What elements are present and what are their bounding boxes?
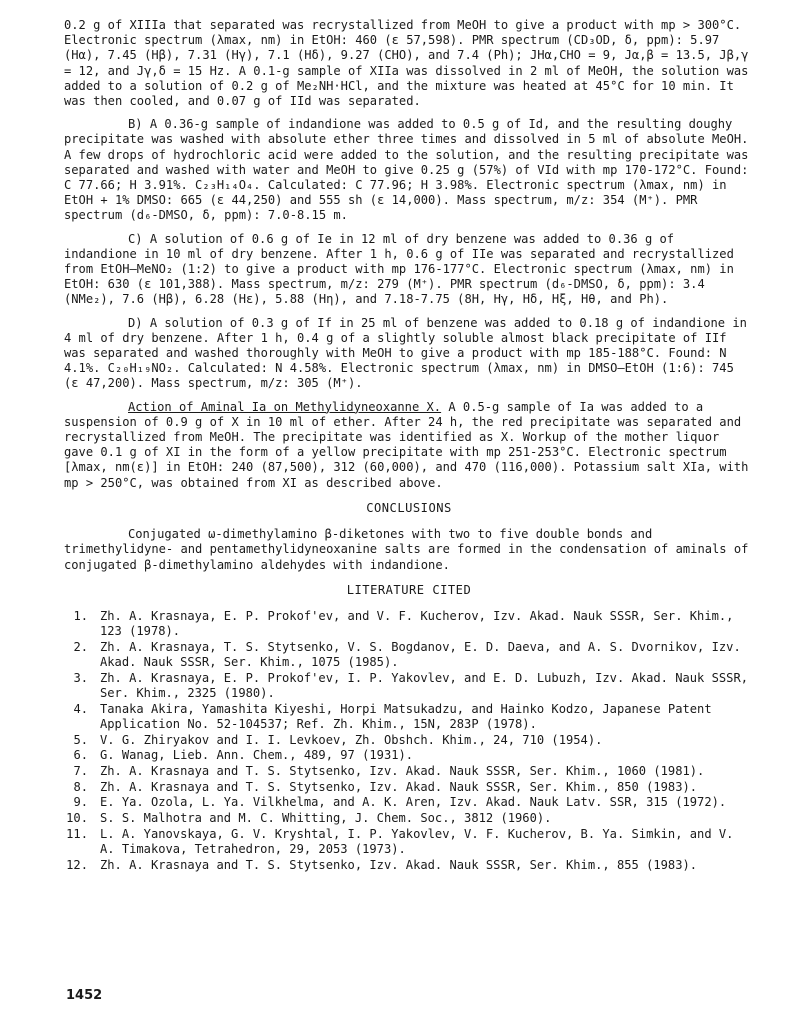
reference-number: 7. bbox=[73, 763, 88, 778]
reference-item bbox=[64, 811, 754, 826]
reference-item bbox=[64, 795, 754, 810]
reference-item bbox=[64, 858, 754, 873]
reference-item bbox=[64, 827, 754, 857]
paragraph-b: B) A 0.36-g sample of indandione was added to 0.5 g of Id, and the resulting doughy precipitate was washed with absolute ether three times and dissolved in 5 ml of absolute MeOH. A few drops of hydrochloric acid were added to the solution, and the resulting precipitate was separated and washed with water and MeOH to give 0.25 g (57%) of VId with mp 170-172°C. Found: C 77.66; H 3.91%. C₂₃H₁₄O₄. Calculated: C 77.96; H 3.98%. Electronic spectrum (λmax, nm) in EtOH + 1% DMSO: 665 (ε 44,250) and 555 sh (ε 14,000). Mass spectrum, m/z: 354 (M⁺). PMR spectrum (d₆-DMSO, δ, ppm): 7.0-8.15 m. bbox=[64, 117, 749, 223]
reference-text: Tanaka Akira, Yamashita Kiyeshi, Horpi Matsukadzu, and Hainko Kodzo, Japanese Patent Application No. 52-104537; Ref. Zh. Khim., 15N, 283P (1978). bbox=[100, 701, 712, 731]
reference-item bbox=[64, 671, 754, 701]
aminal-text: A 0.5-g sample of Ia was added to a suspension of 0.9 g of X in 10 ml of ether. After 24 h, the red precipitate was separated and recrystallized from MeOH. The precipitate was identified as X. Workup of the mother liquor gave 0.1 g of XI in the form of a yellow precipitate with mp 251-253°C. Electronic spectrum [λmax, nm(ε)] in EtOH: 240 (87,500), 312 (60,000), and 470 (116,000). Potassium salt XIa, with mp > 250°C, was obtained from XI as described above. bbox=[64, 399, 749, 490]
reference-item bbox=[64, 733, 754, 748]
reference-item bbox=[64, 748, 754, 763]
reference-item bbox=[64, 609, 754, 639]
literature-heading: LITERATURE CITED bbox=[346, 582, 472, 597]
reference-text: L. A. Yanovskaya, G. V. Kryshtal, I. P. Yakovlev, V. F. Kucherov, B. Ya. Simkin, and V. A. Timakova, Tetrahedron, 29, 2053 (1973). bbox=[100, 826, 734, 856]
reference-item bbox=[64, 780, 754, 795]
paragraph-c: C) A solution of 0.6 g of Ie in 12 ml of dry benzene was added to 0.36 g of indandione in 10 ml of dry benzene. After 1 h, 0.6 g of IIe was separated and recrystallized from EtOH–MeNO₂ (1:2) to give a product with mp 176-177°C. Electronic spectrum (λmax, nm) in EtOH: 630 (ε 101,388). Mass spectrum, m/z: 279 (M⁺). PMR spectrum (d₆-DMSO, δ, ppm): 3.4 (NMe₂), 7.6 (Hβ), 6.28 (Hε), 5.88 (Hη), and 7.18-7.75 (8H, Hγ, Hδ, Hξ, Hθ, and Ph). bbox=[64, 231, 734, 307]
conclusions-text: Conjugated ω-dimethylamino β-diketones with two to five double bonds and trimethylidyne- and pentamethylidyneoxanine salts are formed in the condensation of aminals of conjugated β-dimethylamino aldehydes with indandione. bbox=[64, 527, 749, 572]
reference-item bbox=[64, 640, 754, 670]
reference-text: Zh. A. Krasnaya and T. S. Stytsenko, Izv. Akad. Nauk SSSR, Ser. Khim., 855 (1983). bbox=[100, 857, 698, 872]
page-body bbox=[64, 18, 754, 873]
reference-number: 4. bbox=[73, 701, 88, 716]
paragraph-xiiia: 0.2 g of XIIIa that separated was recrystallized from MeOH to give a product with mp > 300°C. Electronic spectrum (λmax, nm) in EtOH: 460 (ε 57,598). PMR spectrum (CD₃OD, δ, ppm): 5.97 (Hα), 7.45 (Hβ), 7.31 (Hγ), 7.1 (Hδ), 9.27 (CHO), and 7.4 (Ph); JHα,CHO = 9, Jα,β = 13.5, Jβ,γ = 12, and Jγ,δ = 15 Hz. A 0.1-g sample of XIIa was dissolved in 2 ml of MeOH, the solution was added to a solution of 0.2 g of Me₂NH·HCl, and the mixture was heated at 45°C for 10 min. It was then cooled, and 0.07 g of IId was separated. bbox=[64, 18, 749, 109]
reference-number: 12. bbox=[66, 857, 88, 872]
reference-number: 6. bbox=[73, 748, 88, 763]
reference-number: 11. bbox=[66, 826, 88, 841]
reference-text: G. Wanag, Lieb. Ann. Chem., 489, 97 (1931). bbox=[100, 748, 414, 763]
reference-text: Zh. A. Krasnaya, E. P. Prokof'ev, I. P. Yakovlev, and E. D. Lubuzh, Izv. Akad. Nauk SSSR, Ser. Khim., 2325 (1980). bbox=[100, 670, 749, 700]
reference-number: 9. bbox=[73, 795, 88, 810]
reference-text: V. G. Zhiryakov and I. I. Levkoev, Zh. Obshch. Khim., 24, 710 (1954). bbox=[100, 732, 603, 747]
paragraph-aminal bbox=[64, 400, 754, 491]
reference-number: 2. bbox=[73, 639, 88, 654]
reference-item bbox=[64, 764, 754, 779]
reference-number: 10. bbox=[66, 811, 88, 826]
reference-text: Zh. A. Krasnaya, E. P. Prokof'ev, and V. F. Kucherov, Izv. Akad. Nauk SSSR, Ser. Khim., 123 (1978). bbox=[100, 608, 734, 639]
conclusions-heading: CONCLUSIONS bbox=[366, 500, 452, 515]
reference-text: S. S. Malhotra and M. C. Whitting, J. Chem. Soc., 3812 (1960). bbox=[100, 811, 552, 826]
reference-item bbox=[64, 702, 754, 732]
reference-number: 5. bbox=[73, 732, 88, 747]
paragraph-d: D) A solution of 0.3 g of If in 25 ml of benzene was added to 0.18 g of indandione in 4 ml of dry benzene. After 1 h, 0.4 g of a slightly soluble almost black precipitate of IIf was separated and washed thoroughly with MeOH to give a product with mp 185-188°C. Found: N 4.1%. C₂₀H₁₉NO₂. Calculated: N 4.58%. Electronic spectrum (λmax, nm) in DMSO–EtOH (1:6): 745 (ε 47,200). Mass spectrum, m/z: 305 (M⁺). bbox=[64, 315, 747, 391]
reference-text: Zh. A. Krasnaya, T. S. Stytsenko, V. S. Bogdanov, E. D. Daeva, and A. S. Dvornikov, Izv. Akad. Nauk SSSR, Ser. Khim., 1075 (1985). bbox=[100, 639, 741, 670]
reference-number: 3. bbox=[73, 670, 88, 685]
reference-number: 1. bbox=[73, 608, 88, 623]
reference-list bbox=[64, 609, 754, 873]
reference-text: E. Ya. Ozola, L. Ya. Vilkhelma, and A. K. Aren, Izv. Akad. Nauk Latv. SSR, 315 (1972). bbox=[100, 795, 727, 810]
page-number: 1452 bbox=[66, 988, 103, 1003]
reference-text: Zh. A. Krasnaya and T. S. Stytsenko, Izv. Akad. Nauk SSSR, Ser. Khim., 1060 (1981). bbox=[100, 763, 705, 778]
aminal-heading: Action of Aminal Ia on Methylidyneoxanne X. bbox=[128, 399, 442, 414]
reference-number: 8. bbox=[73, 779, 88, 794]
reference-text: Zh. A. Krasnaya and T. S. Stytsenko, Izv. Akad. Nauk SSSR, Ser. Khim., 850 (1983). bbox=[100, 779, 698, 794]
